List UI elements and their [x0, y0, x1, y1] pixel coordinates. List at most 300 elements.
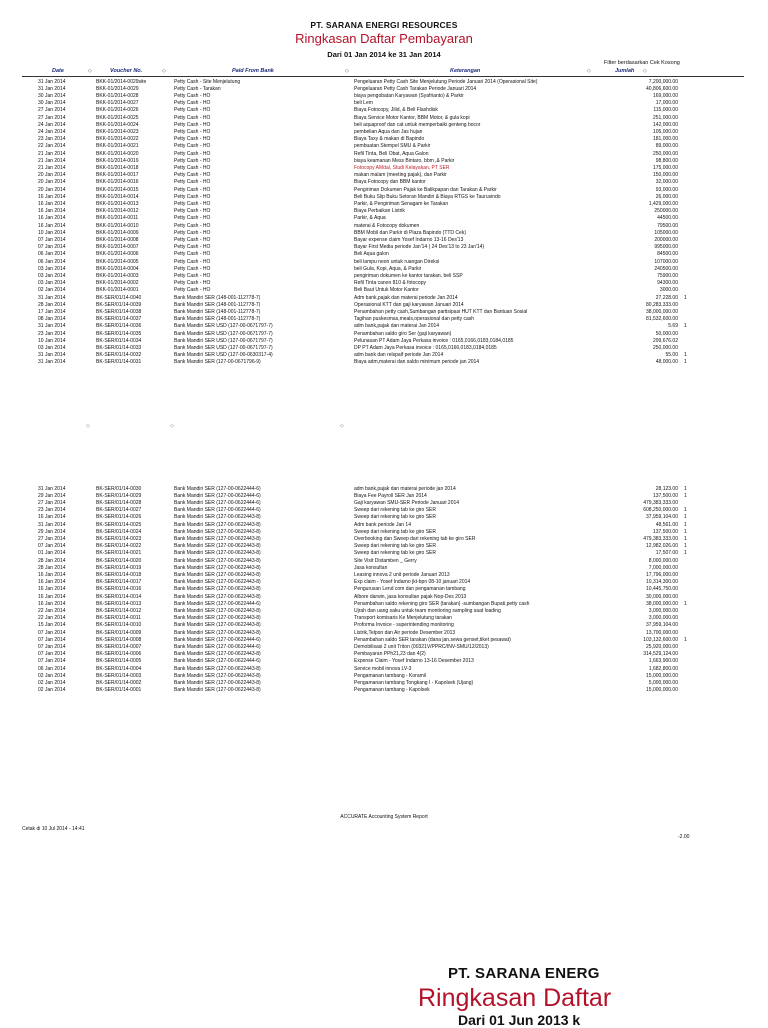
cell-bank: Petty Cash - HO: [174, 186, 211, 193]
cell-flag: 1: [684, 636, 687, 643]
cell-voucher: BKK-01/2014-0023: [96, 128, 139, 135]
cell-description: BBM Mobil dan Parkir di Plaza Bapindo (TTD Cek): [354, 229, 466, 236]
table-row: [0, 644, 768, 651]
cell-bank: Petty Cash - HO: [174, 208, 211, 215]
cell-voucher: BKK-01/2014-0029site: [96, 78, 147, 85]
cell-amount: 40,806,600.00: [646, 85, 678, 92]
cell-voucher: BKK-01/2014-0002: [96, 280, 139, 287]
cell-description: Exp claim - Yosef Indarno jkt-bpn 08-10 januari 2014: [354, 579, 471, 586]
cell-description: Beli Aqua galon: [354, 251, 389, 258]
cell-amount: 17,000.00: [655, 100, 678, 107]
cell-date: 16 Jan 2014: [38, 593, 66, 600]
cell-date: 29 Jan 2014: [38, 528, 66, 535]
cell-voucher: BK-SER/01/14-0037: [96, 316, 142, 323]
cell-date: 06 Jan 2014: [38, 258, 66, 265]
table-row: [0, 143, 768, 150]
table-row: [0, 359, 768, 366]
cell-date: 02 Jan 2014: [38, 287, 66, 294]
print-date: Cetak di 10 Jul 2014 - 14:41: [22, 826, 85, 832]
cell-bank: Petty Cash - HO: [174, 222, 211, 229]
cell-bank: Bank Mandiri SER (127-00-0622443-8): [174, 557, 261, 564]
cell-amount: 175,000.00: [652, 164, 678, 171]
table-row: [0, 680, 768, 687]
cell-bank: Petty Cash - Site Menjelutung: [174, 78, 241, 85]
cell-bank: Petty Cash - HO: [174, 200, 211, 207]
table-row: [0, 86, 768, 93]
cell-voucher: BKK-01/2014-0022: [96, 136, 139, 143]
cell-amount: 10,314,300.00: [646, 579, 678, 586]
cell-amount: 251,000.00: [652, 114, 678, 121]
cell-date: 07 Jan 2014: [38, 651, 66, 658]
cell-bank: Bank Mandiri SER (127-00-0622443-8): [174, 665, 261, 672]
cell-description: Site Visit Distamben _ Gerry: [354, 557, 417, 564]
cell-bank: Bank Mandiri SER (127-00-0622444-6): [174, 492, 261, 499]
cell-voucher: BK-SER/01/14-0009: [96, 629, 142, 636]
cell-description: Parkir, & Pengiriman Senagam ke Tarakan: [354, 200, 449, 207]
cell-description: Parkir, & Aqua: [354, 215, 386, 222]
cell-voucher: BK-SER/01/14-0027: [96, 507, 142, 514]
cell-description: Bayar expense claim Yosef Indarno 13-16 Des'13: [354, 236, 464, 243]
cell-amount: 105000.00: [654, 229, 678, 236]
cell-bank: Bank Mandiri SER (127-00-0622443-8): [174, 521, 261, 528]
cell-amount: 314,529,124.00: [643, 651, 678, 658]
table-row: [0, 615, 768, 622]
cell-date: 10 Jan 2014: [38, 337, 66, 344]
cell-bank: Bank Mandiri SER (148-001-112778-7): [174, 301, 261, 308]
cell-voucher: BK-SER/01/14-0035: [96, 330, 142, 337]
table-row: [0, 352, 768, 359]
next-company-name: PT. SARANA ENERG: [448, 965, 600, 982]
cell-amount: 250000.00: [654, 208, 678, 215]
cell-voucher: BKK-01/2014-0028: [96, 92, 139, 99]
cell-amount: 81,532,600.00: [646, 316, 678, 323]
cell-amount: 3,000,000.00: [648, 607, 678, 614]
cell-amount: 48,561.00: [655, 521, 678, 528]
cell-voucher: BK-SER/01/14-0039: [96, 301, 142, 308]
cell-amount: 10,445,750.00: [646, 586, 678, 593]
table-row: [0, 107, 768, 114]
report-period: Dari 01 Jan 2014 ke 31 Jan 2014: [327, 50, 441, 59]
cell-description: adm bank,pajak dan materai periode jan 2014: [354, 485, 456, 492]
cell-date: 31 Jan 2014: [38, 78, 66, 85]
cell-flag: 1: [684, 492, 687, 499]
cell-bank: Bank Mandiri SER (127-00-0622443-8): [174, 586, 261, 593]
cell-voucher: BK-SER/01/14-0032: [96, 352, 142, 359]
cell-bank: Petty Cash - HO: [174, 244, 211, 251]
cell-voucher: BKK-01/2014-0001: [96, 287, 139, 294]
table-row: [0, 338, 768, 345]
cell-voucher: BK-SER/01/14-0014: [96, 593, 142, 600]
cell-date: 31 Jan 2014: [38, 359, 66, 366]
cell-voucher: BK-SER/01/14-0011: [96, 615, 141, 622]
table-row: [0, 136, 768, 143]
table-row: [0, 194, 768, 201]
cell-flag: 1: [684, 323, 687, 330]
cell-bank: Bank Mandiri SER (127-00-0622444-6): [174, 636, 261, 643]
cell-bank: Petty Cash - HO: [174, 92, 211, 99]
table-row: [0, 687, 768, 694]
marker-icon: ◇: [170, 423, 174, 429]
table-row: [0, 223, 768, 230]
cell-bank: Bank Mandiri SER (148-001-112778-7): [174, 316, 261, 323]
table-row: [0, 323, 768, 330]
cell-description: Pengamanan tambang - Kapolsek: [354, 687, 430, 694]
cell-flag: 1: [684, 528, 687, 535]
cell-bank: Petty Cash - HO: [174, 107, 211, 114]
cell-bank: Bank Mandiri SER (127-00-0622444-6): [174, 643, 261, 650]
cell-flag: 1: [684, 543, 687, 550]
table-row: [0, 302, 768, 309]
cell-voucher: BKK-01/2014-0029: [96, 85, 139, 92]
cell-bank: Petty Cash - HO: [174, 128, 211, 135]
cell-amount: 28,123.00: [655, 485, 678, 492]
cell-date: 22 Jan 2014: [38, 143, 66, 150]
cell-amount: 84500.00: [657, 251, 678, 258]
cell-date: 20 Jan 2014: [38, 186, 66, 193]
cell-date: 06 Jan 2014: [38, 665, 66, 672]
cell-date: 16 Jan 2014: [38, 514, 66, 521]
cell-date: 27 Jan 2014: [38, 114, 66, 121]
cell-date: 20 Jan 2014: [38, 172, 66, 179]
cell-amount: 105,000.00: [652, 128, 678, 135]
cell-description: Service mobil innova LV-3: [354, 665, 412, 672]
cell-description: Beli Baut Untuk Motor Kantor: [354, 287, 419, 294]
table-row: [0, 165, 768, 172]
cell-voucher: BK-SER/01/14-0017: [96, 579, 142, 586]
cell-amount: 3,000,000.00: [648, 615, 678, 622]
cell-voucher: BK-SER/01/14-0021: [96, 550, 142, 557]
cell-description: Albore darwin, jasa konsultan pajak Nop-Des 2013: [354, 593, 467, 600]
cell-date: 15 Jan 2014: [38, 622, 66, 629]
table-row: [0, 122, 768, 129]
cell-amount: 25,920,000.00: [646, 643, 678, 650]
cell-flag: 1: [684, 521, 687, 528]
cell-amount: 15,000,000.00: [646, 672, 678, 679]
cell-bank: Bank Mandiri SER (148-001-112778-7): [174, 294, 261, 301]
cell-description: Pengamanan tambang Tongkang I - Kapolsek (Ujang): [354, 679, 474, 686]
cell-amount: 150,000.00: [652, 172, 678, 179]
cell-description: Pengiriman Dokumen Pajak ke Balikpapan dan Tarakan & Parkir: [354, 186, 497, 193]
cell-description: Proforma Invoice - superintending monitoring: [354, 622, 454, 629]
cell-amount: 12,982,026.00: [646, 543, 678, 550]
cell-bank: Petty Cash - HO: [174, 150, 211, 157]
cell-description: DP PT Adam Jaya Perkasa invoice : 0165,0166,0183,0184,0185: [354, 344, 497, 351]
cell-bank: Bank Mandiri SER (127-00-0622443-8): [174, 579, 261, 586]
cell-date: 07 Jan 2014: [38, 244, 66, 251]
cell-voucher: BKK-01/2014-0016: [96, 179, 139, 186]
cell-date: 30 Jan 2014: [38, 100, 66, 107]
table-row: [0, 158, 768, 165]
cell-description: Pengamanan tambang - Koramil: [354, 672, 426, 679]
cell-description: pembelian Aqua dan Jas hujan: [354, 128, 423, 135]
table-row: [0, 608, 768, 615]
sort-icon: ◇: [643, 68, 647, 74]
table-row: [0, 230, 768, 237]
cell-amount: 107000.00: [654, 258, 678, 265]
cell-voucher: BK-SER/01/14-0030: [96, 485, 142, 492]
cell-amount: 13,700,000.00: [646, 629, 678, 636]
cell-description: Sweep dari rekening tab ke giro SER: [354, 550, 436, 557]
table-row: [0, 658, 768, 665]
table-row: [0, 579, 768, 586]
cell-description: Pembayaran PPh21,23 dan 4(2): [354, 651, 426, 658]
table-row: [0, 273, 768, 280]
cell-amount: 169,000.00: [652, 92, 678, 99]
table-row: [0, 572, 768, 579]
cell-description: Overbooking dan Sweep dari rekening tab ke giro SER: [354, 535, 476, 542]
cell-amount: 3000.00: [659, 287, 678, 294]
cell-date: 24 Jan 2014: [38, 121, 66, 128]
table-row: [0, 201, 768, 208]
cell-voucher: BK-SER/01/14-0004: [96, 665, 142, 672]
cell-voucher: BKK-01/2014-0015: [96, 186, 139, 193]
table-row: [0, 630, 768, 637]
cell-description: beli lampu neon untuk ruangan Direksi: [354, 258, 440, 265]
table-row: [0, 151, 768, 158]
cell-bank: Petty Cash - HO: [174, 280, 211, 287]
cell-description: Fotocopy AMdal, Studi Kelayakan, PT SER: [354, 164, 450, 171]
cell-bank: Bank Mandiri SER (127-00-0622443-8): [174, 571, 261, 578]
cell-amount: 5,000,000.00: [648, 679, 678, 686]
table-row: [0, 172, 768, 179]
cell-voucher: BK-SER/01/14-0006: [96, 651, 142, 658]
cell-voucher: BK-SER/01/14-0002: [96, 679, 142, 686]
cell-voucher: BK-SER/01/14-0040: [96, 294, 142, 301]
cell-date: 06 Jan 2014: [38, 251, 66, 258]
cell-description: Biaya Fee Payroll SER Jan 2014: [354, 492, 427, 499]
cell-date: 27 Jan 2014: [38, 535, 66, 542]
cell-bank: Petty Cash - HO: [174, 258, 211, 265]
cell-amount: 7,200,000.00: [648, 78, 678, 85]
cell-bank: Bank Mandiri SER (127-00-0622443-8): [174, 615, 261, 622]
cell-bank: Bank Mandiri SER (127-00-0622444-6): [174, 600, 261, 607]
table-row: [0, 287, 768, 294]
cell-voucher: BKK-01/2014-0018: [96, 164, 139, 171]
cell-bank: Bank Mandiri SER (127-00-0622443-8): [174, 543, 261, 550]
cell-amount: 98,800.00: [655, 157, 678, 164]
table-row: [0, 129, 768, 136]
cell-date: 03 Jan 2014: [38, 272, 66, 279]
cell-voucher: BK-SER/01/14-0010: [96, 622, 142, 629]
cell-date: 01 Jan 2014: [38, 550, 66, 557]
table-row: [0, 237, 768, 244]
cell-description: pengiriman dokumen ke kantor tarakan, beli SSP: [354, 272, 463, 279]
cell-description: Sweep dari rekening tab ke giro SER: [354, 514, 436, 521]
cell-date: 29 Jan 2014: [38, 492, 66, 499]
cell-date: 07 Jan 2014: [38, 643, 66, 650]
cell-amount: 1,682,800.00: [648, 665, 678, 672]
cell-voucher: BK-SER/01/14-0036: [96, 323, 142, 330]
cell-voucher: BK-SER/01/14-0031: [96, 359, 142, 366]
cell-amount: 89,000.00: [655, 143, 678, 150]
cell-amount: 94300.00: [657, 280, 678, 287]
cell-description: Operasional KTT dan gaji karyawan Januari 2014: [354, 301, 464, 308]
cell-bank: Bank Mandiri SER (127-00-0622443-8): [174, 535, 261, 542]
cell-bank: Bank Mandiri SER (127-00-0622444-6): [174, 499, 261, 506]
cell-flag: 1: [684, 550, 687, 557]
page-value: -2.00: [678, 834, 690, 840]
cell-amount: 240500.00: [654, 265, 678, 272]
cell-amount: 79500.00: [657, 222, 678, 229]
cell-description: beli Lem: [354, 100, 373, 107]
cell-bank: Petty Cash - HO: [174, 172, 211, 179]
cell-description: Biaya adm,materai dan saldo minimum periode jan 2014: [354, 359, 480, 366]
cell-description: Sweep dari rekening tab ke giro SER: [354, 528, 436, 535]
cell-flag: 1: [684, 352, 687, 359]
report-title: Ringkasan Daftar Pembayaran: [295, 31, 473, 46]
table-row: [0, 179, 768, 186]
column-header-amount: Jumlah: [615, 68, 635, 74]
cell-date: 23 Jan 2014: [38, 507, 66, 514]
cell-bank: Bank Mandiri SER (127-00-0622443-8): [174, 607, 261, 614]
cell-date: 23 Jan 2014: [38, 330, 66, 337]
cell-bank: Bank Mandiri SER (127-00-0622444-6): [174, 658, 261, 665]
cell-amount: 38,000,000.00: [646, 600, 678, 607]
cell-bank: Bank Mandiri SER (127-00-0622443-8): [174, 514, 261, 521]
cell-amount: 250,000.00: [652, 344, 678, 351]
cell-description: biaya keamanan Mess Bintaro, bbm ,& Parkir: [354, 157, 455, 164]
cell-bank: Bank Mandiri SER (127-00-0622443-8): [174, 593, 261, 600]
cell-bank: Petty Cash - HO: [174, 121, 211, 128]
cell-date: 21 Jan 2014: [38, 150, 66, 157]
cell-amount: 995000.00: [654, 244, 678, 251]
cell-amount: 250,000.00: [652, 150, 678, 157]
cell-bank: Bank Mandiri SER (127-00-0622443-8): [174, 528, 261, 535]
cell-voucher: BKK-01/2014-0004: [96, 265, 139, 272]
cell-amount: 142,000.00: [652, 121, 678, 128]
cell-amount: 7,000,000.00: [648, 564, 678, 571]
table-row: [0, 486, 768, 493]
cell-amount: 30,000,000.00: [646, 593, 678, 600]
cell-bank: Bank Mandiri SER USD (127-00-0630317-4): [174, 352, 273, 359]
cell-voucher: BKK-01/2014-0006: [96, 251, 139, 258]
cell-voucher: BK-SER/01/14-0029: [96, 492, 142, 499]
cell-flag: 1: [684, 600, 687, 607]
cell-description: Pengeluaran Petty Cash Tarakan Periode Januari 2014: [354, 85, 477, 92]
cell-voucher: BK-SER/01/14-0001: [96, 687, 142, 694]
cell-bank: Bank Mandiri SER (127-00-0622443-8): [174, 651, 261, 658]
table-row: [0, 100, 768, 107]
cell-voucher: BKK-01/2014-0026: [96, 107, 139, 114]
cell-amount: 38,000,000.00: [646, 308, 678, 315]
cell-date: 27 Jan 2014: [38, 499, 66, 506]
cell-amount: 103,132,600.00: [643, 636, 678, 643]
table-row: [0, 115, 768, 122]
cell-description: Adm bank periode Jan 14: [354, 521, 411, 528]
cell-description: Biaya Service Motor Kantor, BBM Motor, & gula kopi: [354, 114, 470, 121]
cell-bank: Bank Mandiri SER USD (127-00-0671797-7): [174, 330, 273, 337]
cell-description: makan malam (meeting pajak), dan Parkir: [354, 172, 447, 179]
cell-amount: 80,283,333.00: [646, 301, 678, 308]
table-row: [0, 565, 768, 572]
cell-amount: 17,507.00: [655, 550, 678, 557]
cell-voucher: BK-SER/01/14-0028: [96, 499, 142, 506]
cell-description: Transport komisaris Ke Menjelutung tarakan: [354, 615, 452, 622]
sort-icon: ◇: [162, 68, 166, 74]
cell-date: 31 Jan 2014: [38, 352, 66, 359]
cell-description: Beli Buku Slip Buku Setoran Mandiri & Biaya RTGS ke Taurusindo: [354, 193, 501, 200]
cell-description: Listrik,Telpon dan Air periode Desember 2013: [354, 629, 456, 636]
table-row: [0, 543, 768, 550]
cell-voucher: BK-SER/01/14-0026: [96, 514, 142, 521]
cell-amount: 5.69: [668, 323, 678, 330]
cell-flag: 1: [684, 485, 687, 492]
cell-flag: 1: [684, 294, 687, 301]
cell-amount: 115,000.00: [653, 107, 678, 114]
cell-date: 31 Jan 2014: [38, 521, 66, 528]
cell-description: Penambahan saldo rekening giro SER (tarakan) -sumbangan Bupati,petty cash: [354, 600, 530, 607]
cell-date: 07 Jan 2014: [38, 236, 66, 243]
cell-description: Pelunasan PT Adam Jaya Perkasa invoice : 0165,0166,0183,0184,0185: [354, 337, 514, 344]
cell-bank: Bank Mandiri SER (127-00-0622443-8): [174, 622, 261, 629]
cell-date: 03 Jan 2014: [38, 280, 66, 287]
cell-amount: 93,000.00: [655, 186, 678, 193]
cell-bank: Petty Cash - HO: [174, 179, 211, 186]
cell-date: 16 Jan 2014: [38, 586, 66, 593]
cell-date: 31 Jan 2014: [38, 323, 66, 330]
cell-date: 03 Jan 2014: [38, 344, 66, 351]
cell-bank: Bank Mandiri SER USD (127-00-0671797-7): [174, 344, 273, 351]
cell-voucher: BKK-01/2014-0027: [96, 100, 139, 107]
cell-voucher: BK-SER/01/14-0025: [96, 521, 142, 528]
cell-amount: 17,796,000.00: [646, 571, 678, 578]
cell-voucher: BKK-01/2014-0014: [96, 193, 139, 200]
cell-amount: 44500.00: [657, 215, 678, 222]
cell-bank: Petty Cash - HO: [174, 136, 211, 143]
marker-icon: ◇: [86, 423, 90, 429]
cell-bank: Bank Mandiri SER USD (127-00-0671797-7): [174, 337, 273, 344]
cell-bank: Petty Cash - HO: [174, 287, 211, 294]
cell-bank: Bank Mandiri SER (127-00-0622443-8): [174, 564, 261, 571]
cell-date: 20 Jan 2014: [38, 179, 66, 186]
cell-amount: 37,959,104.00: [646, 622, 678, 629]
table-row: [0, 536, 768, 543]
cell-date: 16 Jan 2014: [38, 600, 66, 607]
cell-description: Biaya Taxy & makan di Bapindo: [354, 136, 425, 143]
table-row: [0, 208, 768, 215]
cell-description: Pengeluaran Petty Cash Site Menjelutung Periode Januari 2014 (Operasional Site): [354, 78, 538, 85]
table-row: [0, 558, 768, 565]
cell-bank: Petty Cash - HO: [174, 164, 211, 171]
cell-voucher: BK-SER/01/14-0003: [96, 672, 142, 679]
cell-date: 21 Jan 2014: [38, 164, 66, 171]
cell-amount: 181,000.00: [652, 136, 678, 143]
table-row: [0, 550, 768, 557]
cell-amount: 55.00: [665, 352, 678, 359]
cell-date: 07 Jan 2014: [38, 636, 66, 643]
table-row: [0, 259, 768, 266]
cell-amount: 75900.00: [657, 272, 678, 279]
table-row: [0, 244, 768, 251]
cell-voucher: BKK-01/2014-0019: [96, 157, 139, 164]
cell-date: 21 Jan 2014: [38, 157, 66, 164]
table-row: [0, 637, 768, 644]
cell-amount: 50,000.00: [655, 330, 678, 337]
table-row: [0, 309, 768, 316]
cell-description: Penambahan saldo giro Ser (gaji karyawan): [354, 330, 452, 337]
column-header-voucher: Voucher No.: [110, 68, 143, 74]
company-name: PT. SARANA ENERGI RESOURCES: [310, 20, 458, 30]
cell-description: Ujrah dan uang saku untuk team monitoring sampling saat loading: [354, 607, 501, 614]
cell-description: Gaji karyawan SMU-SER Periode Januari 2014: [354, 499, 460, 506]
table-row: [0, 507, 768, 514]
cell-bank: Bank Mandiri SER (127-00-0622443-8): [174, 672, 261, 679]
cell-flag: 1: [684, 535, 687, 542]
table-row: [0, 295, 768, 302]
cell-description: Biaya Fotocopy dan BBM kantor: [354, 179, 426, 186]
table-row: [0, 251, 768, 258]
cell-voucher: BKK-01/2014-0005: [96, 258, 139, 265]
